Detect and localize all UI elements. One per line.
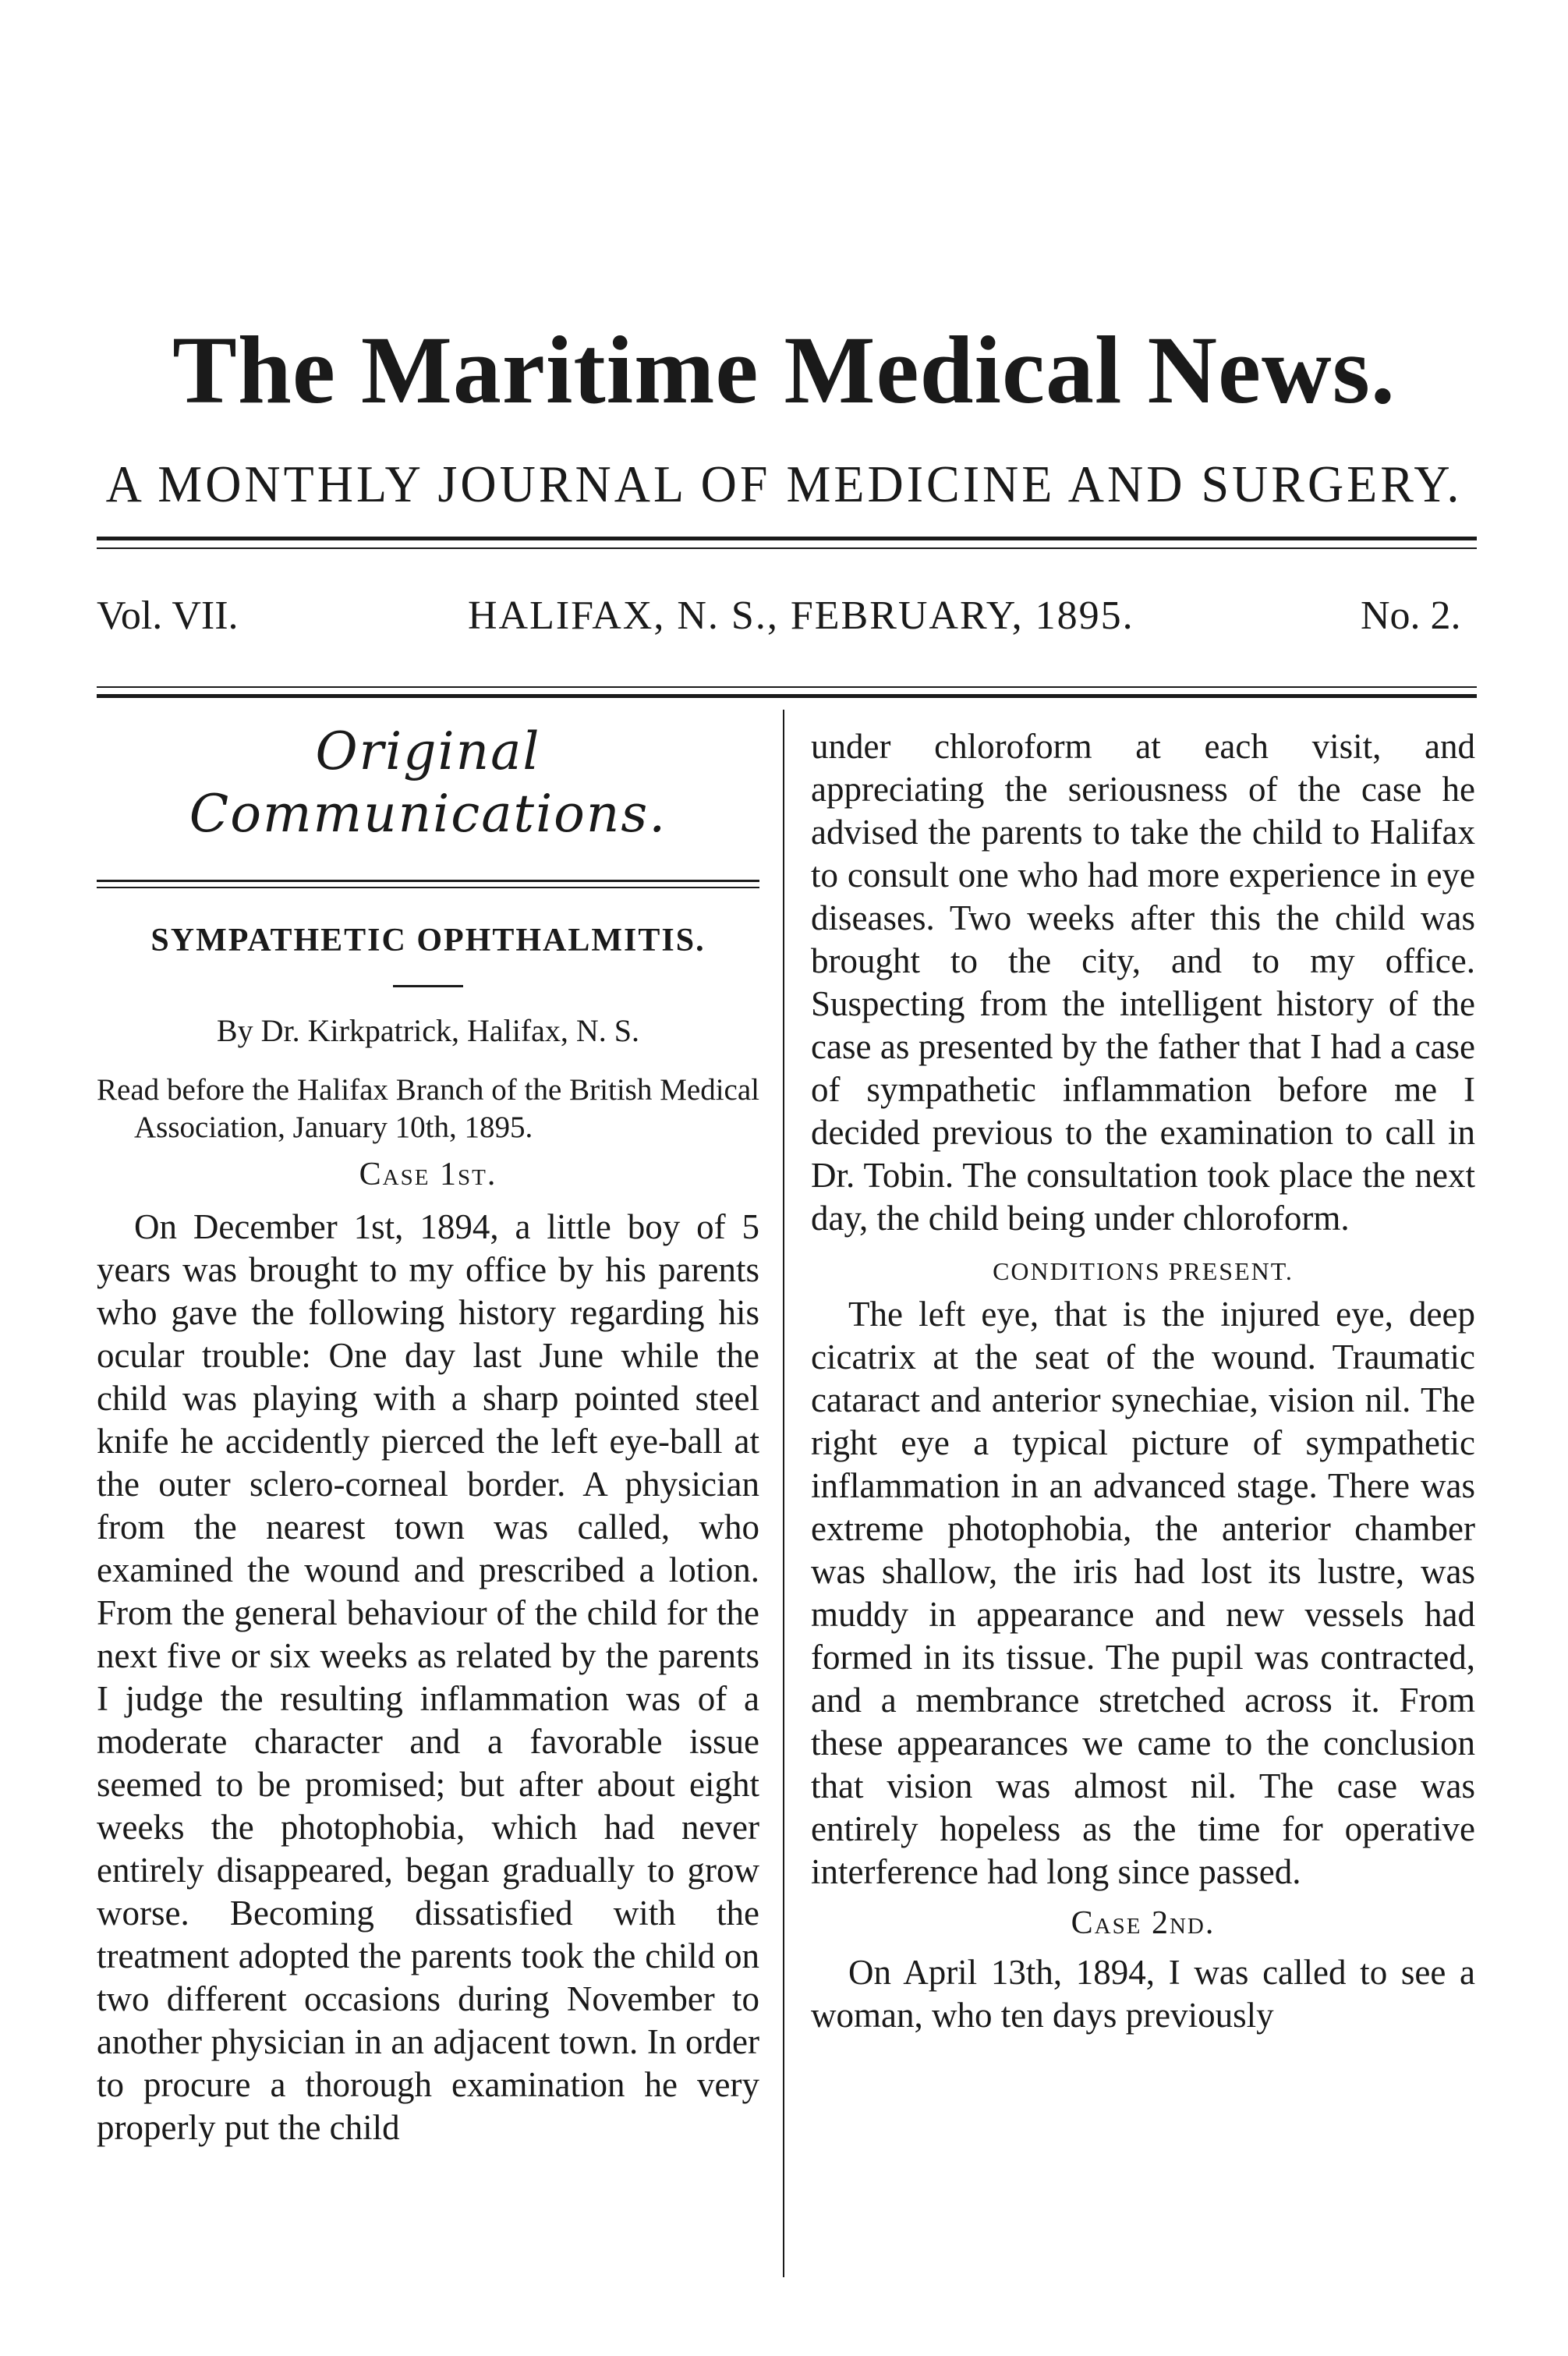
continued-paragraph: under chloroform at each visit, and appreciating the seriousness of the case he advised the parents to take the child to Halifax to consult one who had more experience in eye diseases. Two weeks after this the child was brought to the city, and to my office. Suspecting from the intelligent history of the case as presented by the father that I had a case of sympathetic inflammation before me I decided previous to the examination to call in Dr. Tobin. The consultation took place the next day, the child being under chloroform. <box>811 727 1475 1238</box>
column-divider <box>783 710 784 2277</box>
section-rule-bottom <box>97 887 759 888</box>
left-column <box>97 721 759 2149</box>
volume-label: Vol. VII. <box>97 593 239 638</box>
section-rule-top <box>97 880 759 882</box>
journal-title: The Maritime Medical News. <box>172 317 1396 423</box>
read-note: Read before the Halifax Branch of the British Medical Association, January 10th, 1895. <box>97 1073 759 1144</box>
issue-place-date: HALIFAX, N. S., FEBRUARY, 1895. <box>468 593 1134 638</box>
article-title: SYMPATHETIC OPHTHALMITIS. <box>150 923 706 958</box>
case-1-paragraph: On December 1st, 1894, a little boy of 5 years was brought to my office by his parents who gave the following history regarding his ocular trouble: One day last June while the child was playing with a sharp pointed steel knife he accidently pierced the left eye-ball at the outer sclero-corneal border. A physician from the nearest town was called, who examined the wound and prescribed a lotion. From the general behaviour of the child for the next five or six weeks as related by the parents I judge the resulting inflammation was of a moderate character and a favorable issue seemed to be promised; but after about eight weeks the photophobia, which had never entirely disappeared, began gradually to grow worse. Becoming dissatisfied with the treatment adopted the parents took the child on two different occasions during November to another physician in an adjacent town. In order to procure a thorough examination he very properly put the child <box>97 1207 759 2147</box>
case-1-heading: Case 1st. <box>359 1157 497 1192</box>
section-heading: Original Communications. <box>189 721 667 844</box>
conditions-heading: CONDITIONS PRESENT. <box>993 1257 1294 1285</box>
case-2-paragraph: On April 13th, 1894, I was called to see a woman, who ten days previously <box>811 1953 1475 2035</box>
issue-rule-top <box>97 686 1477 688</box>
conditions-paragraph: The left eye, that is the injured eye, deep cicatrix at the seat of the wound. Traumatic cataract and anterior synechiae, vision nil. The right eye a typical picture of sympathetic inflammation in an advanced stage. There was extreme photophobia, the anterior chamber was shallow, the iris had lost its lustre, was muddy in appearance and new vessels had formed in its tissue. The pupil was contracted, and a membrance stretched across it. From these appearances we came to the conclusion that vision was almost nil. The case was entirely hopeless as the time for operative interference had long since passed. <box>811 1295 1475 1891</box>
title-rule <box>393 985 463 987</box>
case-2-heading: Case 2nd. <box>1071 1905 1216 1941</box>
article-byline: By Dr. Kirkpatrick, Halifax, N. S. <box>216 1013 640 1048</box>
masthead-rule-top <box>97 537 1477 540</box>
masthead-rule-bottom <box>97 547 1477 549</box>
right-column <box>811 725 1475 2037</box>
issue-number: No. 2. <box>1361 593 1461 638</box>
journal-subtitle: A MONTHLY JOURNAL OF MEDICINE AND SURGERY. <box>105 455 1463 513</box>
issue-rule-bottom <box>97 694 1477 698</box>
